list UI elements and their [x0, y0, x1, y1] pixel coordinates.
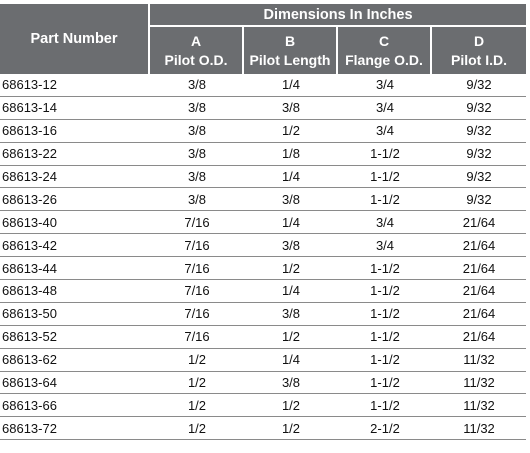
- pilot-id-cell: 21/64: [432, 326, 526, 349]
- table-row: [0, 349, 526, 372]
- column-header-c: [338, 27, 432, 74]
- flange-od-cell: 1-1/2: [338, 257, 432, 280]
- pilot-id-cell: 11/32: [432, 394, 526, 417]
- dimensions-table: [0, 4, 526, 440]
- flange-od-cell: 2-1/2: [338, 417, 432, 440]
- pilot-od-cell: 3/8: [150, 74, 244, 97]
- part-number-cell: 68613-62: [0, 349, 150, 372]
- pilot-id-cell: 9/32: [432, 74, 526, 97]
- pilot-length-cell: 1/2: [244, 326, 338, 349]
- column-label: Flange O.D.: [345, 51, 423, 68]
- pilot-length-cell: 1/2: [244, 394, 338, 417]
- pilot-id-cell: 21/64: [432, 234, 526, 257]
- pilot-id-cell: 21/64: [432, 303, 526, 326]
- pilot-od-cell: 7/16: [150, 234, 244, 257]
- pilot-length-cell: 1/2: [244, 120, 338, 143]
- column-header-b: [244, 27, 338, 74]
- pilot-id-cell: 9/32: [432, 120, 526, 143]
- flange-od-cell: 1-1/2: [338, 394, 432, 417]
- column-letter: B: [284, 32, 296, 49]
- flange-od-cell: 3/4: [338, 234, 432, 257]
- part-number-header: Part Number: [0, 4, 150, 74]
- table-row: [0, 326, 526, 349]
- pilot-length-cell: 3/8: [244, 303, 338, 326]
- pilot-od-cell: 3/8: [150, 166, 244, 189]
- pilot-length-cell: 3/8: [244, 234, 338, 257]
- flange-od-cell: 1-1/2: [338, 303, 432, 326]
- table-row: [0, 166, 526, 189]
- flange-od-cell: 1-1/2: [338, 143, 432, 166]
- flange-od-cell: 1-1/2: [338, 166, 432, 189]
- part-number-cell: 68613-48: [0, 280, 150, 303]
- part-number-cell: 68613-64: [0, 372, 150, 395]
- pilot-od-cell: 3/8: [150, 143, 244, 166]
- pilot-length-cell: 1/4: [244, 74, 338, 97]
- column-label: Pilot Length: [249, 51, 331, 68]
- table-row: [0, 211, 526, 234]
- pilot-od-cell: 3/8: [150, 97, 244, 120]
- pilot-od-cell: 7/16: [150, 326, 244, 349]
- pilot-length-cell: 1/4: [244, 211, 338, 234]
- part-number-cell: 68613-26: [0, 188, 150, 211]
- table-body: [0, 74, 526, 440]
- pilot-id-cell: 9/32: [432, 143, 526, 166]
- column-header-d: [432, 27, 526, 74]
- flange-od-cell: 1-1/2: [338, 372, 432, 395]
- column-label: Pilot I.D.: [451, 51, 507, 68]
- flange-od-cell: 1-1/2: [338, 280, 432, 303]
- part-number-cell: 68613-16: [0, 120, 150, 143]
- flange-od-cell: 3/4: [338, 74, 432, 97]
- pilot-length-cell: 1/2: [244, 257, 338, 280]
- pilot-length-cell: 1/2: [244, 417, 338, 440]
- pilot-od-cell: 7/16: [150, 257, 244, 280]
- table-row: [0, 257, 526, 280]
- table-header: [0, 4, 526, 74]
- part-number-cell: 68613-22: [0, 143, 150, 166]
- flange-od-cell: 3/4: [338, 211, 432, 234]
- column-letter: D: [473, 32, 485, 49]
- pilot-id-cell: 21/64: [432, 280, 526, 303]
- table-row: [0, 280, 526, 303]
- pilot-od-cell: 1/2: [150, 372, 244, 395]
- table-row: [0, 74, 526, 97]
- flange-od-cell: 3/4: [338, 120, 432, 143]
- dimensions-group-header: Dimensions In Inches: [150, 4, 526, 27]
- part-number-cell: 68613-24: [0, 166, 150, 189]
- pilot-od-cell: 1/2: [150, 349, 244, 372]
- part-number-cell: 68613-66: [0, 394, 150, 417]
- part-number-cell: 68613-52: [0, 326, 150, 349]
- pilot-length-cell: 1/8: [244, 143, 338, 166]
- column-header-a: [150, 27, 244, 74]
- pilot-id-cell: 9/32: [432, 188, 526, 211]
- pilot-length-cell: 1/4: [244, 280, 338, 303]
- pilot-od-cell: 3/8: [150, 188, 244, 211]
- pilot-length-cell: 3/8: [244, 97, 338, 120]
- pilot-id-cell: 11/32: [432, 417, 526, 440]
- pilot-od-cell: 7/16: [150, 211, 244, 234]
- pilot-length-cell: 3/8: [244, 372, 338, 395]
- pilot-od-cell: 3/8: [150, 120, 244, 143]
- flange-od-cell: 1-1/2: [338, 188, 432, 211]
- part-number-cell: 68613-42: [0, 234, 150, 257]
- table-row: [0, 372, 526, 395]
- flange-od-cell: 1-1/2: [338, 349, 432, 372]
- table-row: [0, 303, 526, 326]
- pilot-od-cell: 7/16: [150, 280, 244, 303]
- flange-od-cell: 1-1/2: [338, 326, 432, 349]
- pilot-id-cell: 9/32: [432, 166, 526, 189]
- column-letter: A: [190, 32, 202, 49]
- pilot-length-cell: 1/4: [244, 349, 338, 372]
- pilot-od-cell: 1/2: [150, 394, 244, 417]
- column-letter: C: [378, 32, 390, 49]
- table-row: [0, 120, 526, 143]
- pilot-id-cell: 11/32: [432, 372, 526, 395]
- table-row: [0, 143, 526, 166]
- flange-od-cell: 3/4: [338, 97, 432, 120]
- part-number-cell: 68613-50: [0, 303, 150, 326]
- pilot-id-cell: 21/64: [432, 257, 526, 280]
- part-number-cell: 68613-14: [0, 97, 150, 120]
- pilot-length-cell: 3/8: [244, 188, 338, 211]
- pilot-id-cell: 9/32: [432, 97, 526, 120]
- pilot-length-cell: 1/4: [244, 166, 338, 189]
- table-row: [0, 417, 526, 440]
- part-number-cell: 68613-44: [0, 257, 150, 280]
- column-label: Pilot O.D.: [164, 51, 228, 68]
- pilot-od-cell: 1/2: [150, 417, 244, 440]
- table-row: [0, 188, 526, 211]
- part-number-cell: 68613-40: [0, 211, 150, 234]
- pilot-id-cell: 21/64: [432, 211, 526, 234]
- pilot-id-cell: 11/32: [432, 349, 526, 372]
- part-number-cell: 68613-72: [0, 417, 150, 440]
- table-row: [0, 234, 526, 257]
- part-number-cell: 68613-12: [0, 74, 150, 97]
- pilot-od-cell: 7/16: [150, 303, 244, 326]
- table-row: [0, 97, 526, 120]
- table-row: [0, 394, 526, 417]
